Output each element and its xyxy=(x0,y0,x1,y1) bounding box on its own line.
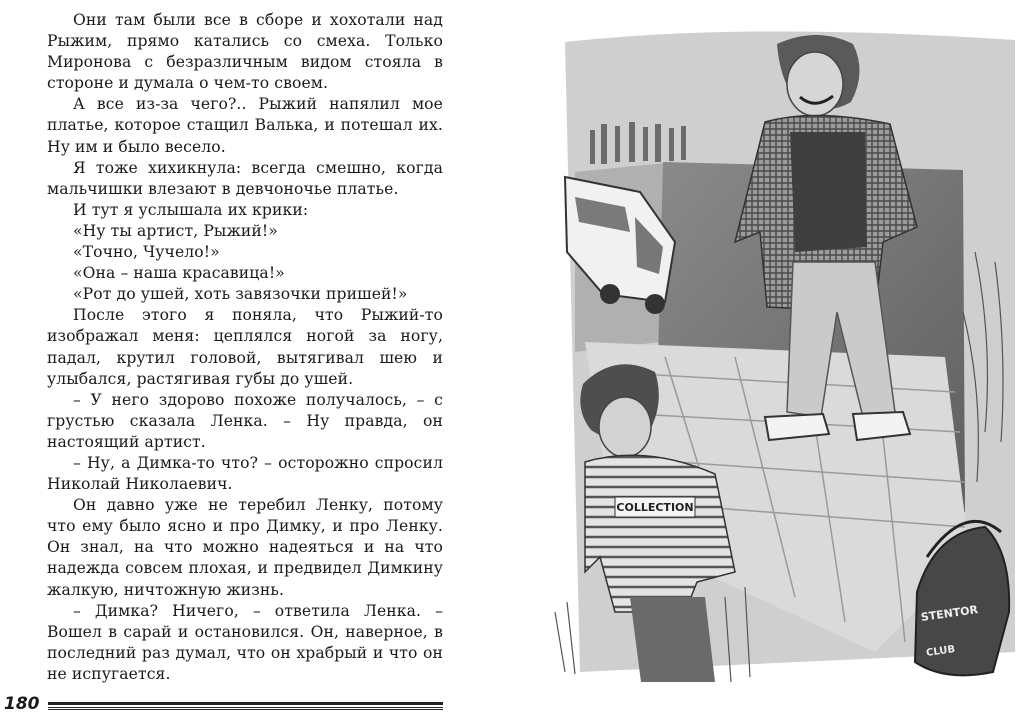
illustration xyxy=(545,12,1015,692)
paragraph: – У него здорово похоже получалось, – с грустью сказала Ленка. – Ну правда, он настоящий артист. xyxy=(47,390,443,451)
bag-label: CLUB xyxy=(925,644,956,659)
footer-rule xyxy=(48,707,443,708)
body-text xyxy=(47,10,443,685)
dialogue-line: «Рот до ушей, хоть завязочки пришей!» xyxy=(73,285,408,304)
paragraph: – Ну, а Димка-то что? – осторожно спросил Николай Николаевич. xyxy=(47,453,443,494)
paragraph: После этого я поняла, что Рыжий-то изображал меня: цеплялся ногой за ногу, падал, крутил головой, вытягивал шею и улыбался, растягивая губы до ушей. xyxy=(47,306,443,388)
dialogue-line: «Точно, Чучело!» xyxy=(73,243,220,262)
sweater-text: COLLECTION xyxy=(616,501,694,514)
paragraph: А все из-за чего?.. Рыжий напялил мое платье, которое стащил Валька, и потешал их. Ну им и было весело. xyxy=(47,95,443,156)
paragraph: И тут я услышала их крики: xyxy=(73,200,309,219)
dialogue-line: «Она – наша красавица!» xyxy=(73,264,285,283)
paragraph: Я тоже хихикнула: всегда смешно, когда мальчишки влезают в девчоночье платье. xyxy=(47,158,443,198)
page-number: 180 xyxy=(4,694,40,714)
paragraph: – Димка? Ничего, – ответила Ленка. – Вошел в сарай и остановился. Он, наверное, в последний раз думал, что он храбрый и что он не испугается. xyxy=(47,601,443,683)
paragraph: Они там были все в сборе и хохотали над Рыжим, прямо катались со смеха. Только Миронова с безразличным видом стояла в стороне и думала о чем-то своем. xyxy=(47,11,443,93)
footer-rule xyxy=(48,709,443,710)
paragraph: Он давно уже не теребил Ленку, потому что ему было ясно и про Димку, и про Ленку. Он знал, на что можно надеяться и на что надежда совсем плохая, и предвидел Димкину жалкую, ничтожную жизнь. xyxy=(47,496,443,599)
bag-brand: STENTOR xyxy=(920,603,979,624)
footer-rule xyxy=(48,702,443,705)
dialogue-line: «Ну ты артист, Рыжий!» xyxy=(73,221,278,240)
